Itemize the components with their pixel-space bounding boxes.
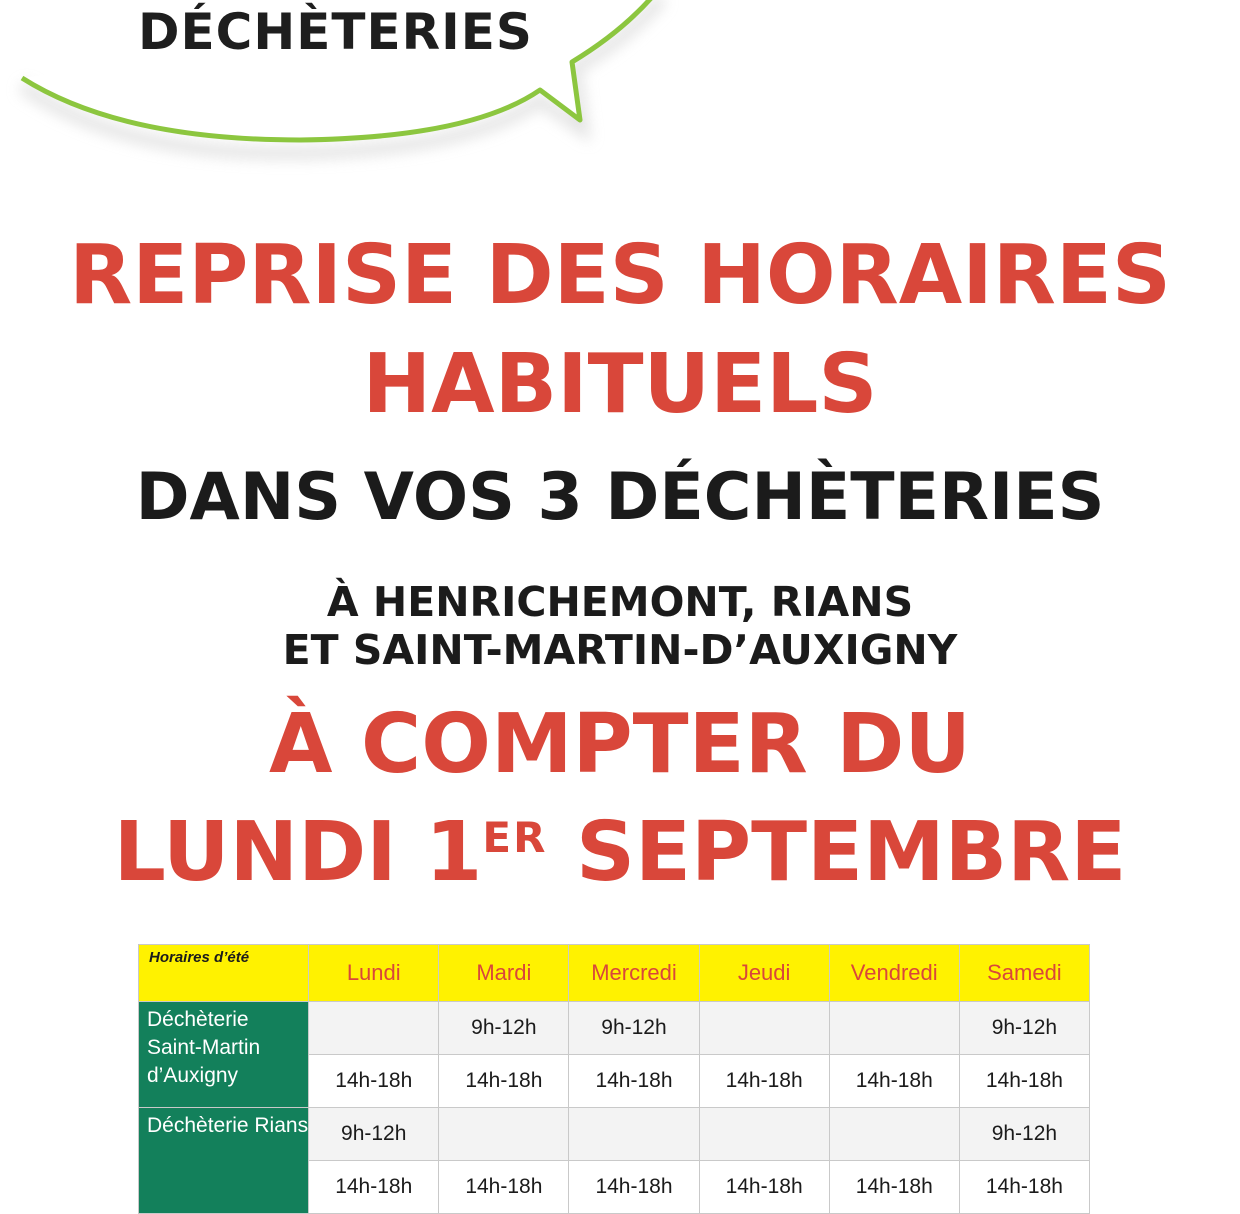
hours-cell: 14h-18h xyxy=(959,1161,1089,1214)
hours-cell: 14h-18h xyxy=(309,1161,439,1214)
hours-cell: 14h-18h xyxy=(439,1055,569,1108)
day-header: Mardi xyxy=(439,945,569,1002)
headline-line-1: REPRISE DES HORAIRES xyxy=(69,228,1171,323)
hours-cell: 9h-12h xyxy=(439,1002,569,1055)
schedule-table xyxy=(138,944,1090,1214)
day-header: Lundi xyxy=(309,945,439,1002)
hours-cell xyxy=(829,1108,959,1161)
site-name-cell: Déchèterie Saint-Martin d’Auxigny xyxy=(139,1002,309,1108)
hours-cell xyxy=(829,1002,959,1055)
table-corner-label: Horaires d’été xyxy=(139,945,309,1002)
hours-cell: 14h-18h xyxy=(829,1161,959,1214)
day-header: Mercredi xyxy=(569,945,699,1002)
hours-cell xyxy=(699,1002,829,1055)
hours-cell: 9h-12h xyxy=(569,1002,699,1055)
date-ordinal-superscript: ER xyxy=(482,813,548,862)
hours-cell: 14h-18h xyxy=(699,1161,829,1214)
location-line-1: À HENRICHEMONT, RIANS xyxy=(326,578,914,626)
table-row xyxy=(139,1108,1090,1161)
hours-cell: 14h-18h xyxy=(569,1055,699,1108)
hours-cell: 9h-12h xyxy=(959,1108,1089,1161)
table-row xyxy=(139,1002,1090,1055)
hours-cell: 14h-18h xyxy=(439,1161,569,1214)
date-main: LUNDI 1 xyxy=(113,805,483,900)
hours-cell: 14h-18h xyxy=(959,1055,1089,1108)
hours-cell xyxy=(569,1108,699,1161)
day-header: Jeudi xyxy=(699,945,829,1002)
hours-cell xyxy=(699,1108,829,1161)
hours-cell: 9h-12h xyxy=(309,1108,439,1161)
hours-cell: 14h-18h xyxy=(309,1055,439,1108)
headline-line-3: DANS VOS 3 DÉCHÈTERIES xyxy=(135,460,1105,535)
date-line-2 xyxy=(0,803,1240,903)
hours-cell: 14h-18h xyxy=(569,1161,699,1214)
date-month: SEPTEMBRE xyxy=(547,805,1127,900)
day-header: Vendredi xyxy=(829,945,959,1002)
hours-cell: 14h-18h xyxy=(699,1055,829,1108)
date-line-1: À COMPTER DU xyxy=(269,697,971,792)
hours-cell xyxy=(309,1002,439,1055)
hours-cell: 9h-12h xyxy=(959,1002,1089,1055)
location-line-2: ET SAINT-MARTIN-D’AUXIGNY xyxy=(282,626,958,674)
hours-cell: 14h-18h xyxy=(829,1055,959,1108)
bubble-title: DÉCHÈTERIES xyxy=(138,3,533,61)
table-header-row xyxy=(139,945,1090,1002)
hours-cell xyxy=(439,1108,569,1161)
site-name-cell: Déchèterie Rians xyxy=(139,1108,309,1214)
day-header: Samedi xyxy=(959,945,1089,1002)
headline-line-2: HABITUELS xyxy=(362,337,878,432)
